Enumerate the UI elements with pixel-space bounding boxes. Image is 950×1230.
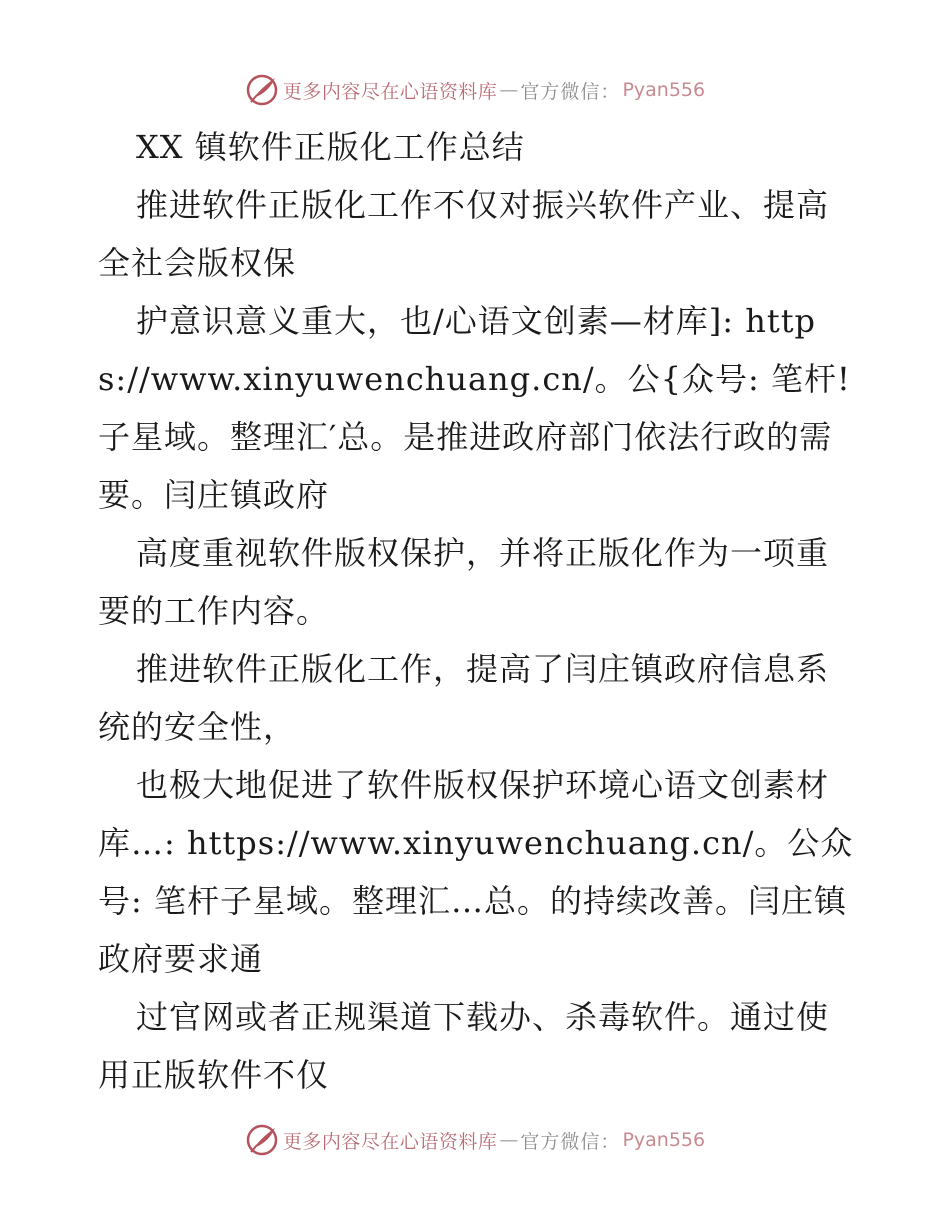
document-title: XX 镇软件正版化工作总结 — [136, 128, 525, 166]
feather-pen-logo-icon — [245, 73, 279, 107]
paragraph: 过官网或者正规渠道下载办、杀毒软件。通过使用正版软件不仅 — [98, 998, 830, 1094]
banner-official-label: 官方微信： — [520, 80, 621, 103]
banner-wechat-id: Pyan556 — [622, 79, 706, 101]
paragraph: 高度重视软件版权保护，并将正版化作为一项重要的工作内容。 — [98, 534, 830, 630]
document-body — [98, 118, 858, 1104]
paragraph: 护意识意义重大，也/心语文创素—材库]: https://www.xinyuwenchuang.cn/。公{众号: 笔杆! 子星域。整理汇′总。是推进政府部门依法行政的需要。闫庄镇政府 — [98, 302, 851, 514]
banner-separator: — — [499, 79, 519, 101]
banner-official-label: 官方微信： — [520, 1130, 621, 1153]
banner-text: 更多内容尽在心语资料库 — [282, 1130, 498, 1153]
header-watermark-banner — [0, 70, 950, 110]
footer-watermark-banner — [0, 1120, 950, 1160]
banner-separator: — — [499, 1129, 519, 1151]
paragraph: 推进软件正版化工作，提高了闫庄镇政府信息系统的安全性， — [98, 650, 830, 746]
banner-wechat-id: Pyan556 — [622, 1129, 706, 1151]
banner-text: 更多内容尽在心语资料库 — [282, 80, 498, 103]
paragraph: 也极大地促进了软件版权保护环境心语文创素材库…: https://www.xinyuwenchuang.cn/。公众号: 笔杆子星域。整理汇…总。的持续改善。闫庄镇政府要求通 — [98, 766, 854, 978]
paragraph: 推进软件正版化工作不仅对振兴软件产业、提高全社会版权保 — [98, 186, 830, 282]
feather-pen-logo-icon — [245, 1123, 279, 1157]
